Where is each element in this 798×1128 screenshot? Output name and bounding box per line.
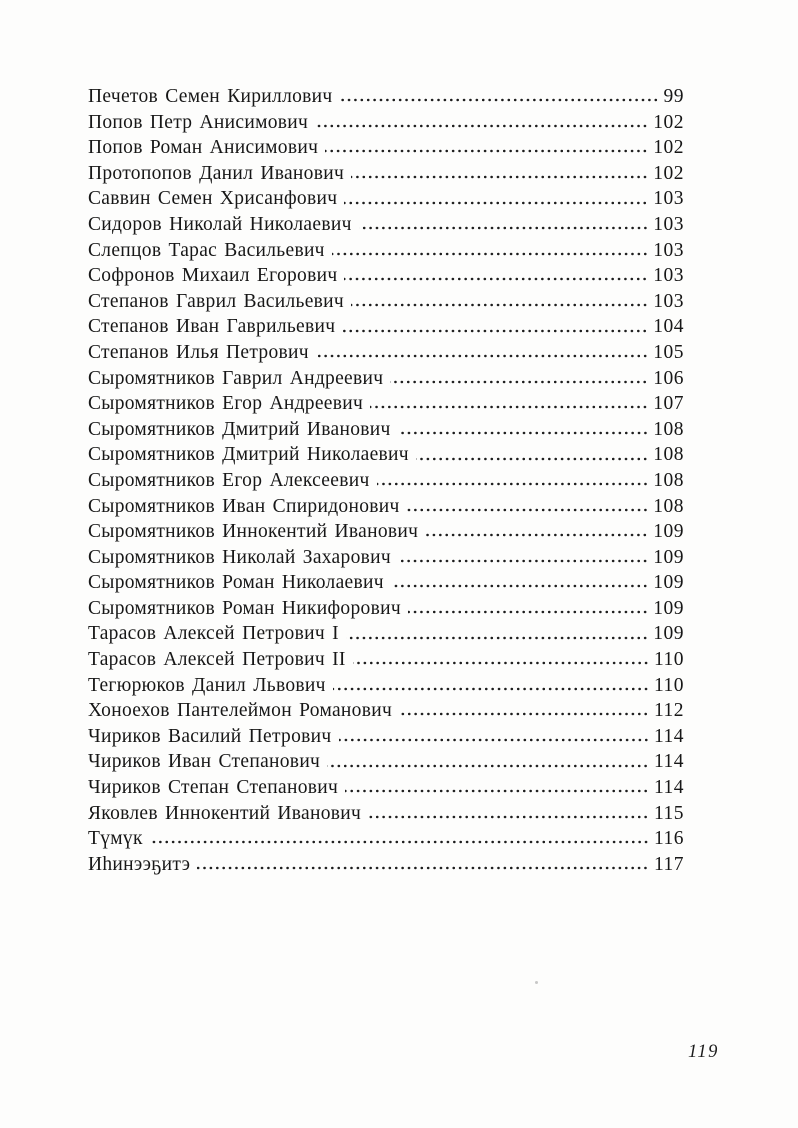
toc-leader-dots [351, 161, 648, 187]
toc-entry [88, 698, 684, 724]
toc-entry-title: Попов Петр Анисимович [88, 111, 309, 133]
toc-entry-title: Софронов Михаил Егорович [88, 265, 338, 287]
toc-entry-page: 103 [653, 213, 684, 235]
toc-entry-page: 103 [653, 265, 684, 287]
toc-entry [88, 468, 684, 494]
toc-entry-title: Сыромятников Гаврил Андреевич [88, 367, 384, 389]
toc-entry-title: Сидоров Николай Николаевич [88, 213, 352, 235]
toc-entry-page: 117 [653, 853, 684, 875]
toc-entry-page: 114 [653, 751, 684, 773]
toc-entry-page: 102 [653, 162, 684, 184]
toc-entry-title: Сыромятников Иннокентий Иванович [88, 521, 419, 543]
toc-entry [88, 494, 684, 520]
toc-entry-page: 108 [653, 469, 684, 491]
toc-entry-title: Степанов Илья Петрович [88, 341, 309, 363]
toc-leader-dots [339, 724, 649, 750]
toc-leader-dots [425, 519, 648, 545]
toc-leader-dots [353, 647, 649, 673]
toc-entry-title: Слепцов Тарас Васильевич [88, 239, 325, 261]
toc-entry-title: Сыромятников Дмитрий Иванович [88, 418, 391, 440]
toc-entry-title: Печетов Семен Кириллович [88, 86, 333, 107]
toc-entry-title: Иһинээҕитэ [88, 853, 191, 875]
toc-entry [88, 84, 684, 110]
toc-entry-title: Чириков Иван Степанович [88, 751, 321, 773]
toc-entry-page: 103 [653, 290, 684, 312]
toc-entry [88, 801, 684, 827]
toc-entry-page: 114 [653, 725, 684, 747]
toc-entry [88, 545, 684, 571]
toc-entry-page: 103 [653, 239, 684, 261]
toc-entry-page: 112 [653, 700, 684, 722]
toc-entry-page: 110 [653, 649, 684, 671]
toc-leader-dots [416, 442, 648, 468]
toc-entry-title: Степанов Гаврил Васильевич [88, 290, 345, 312]
toc-leader-dots [398, 417, 649, 443]
toc-entry-title: Тарасов Алексей Петрович II [88, 649, 346, 671]
toc-leader-dots [345, 775, 649, 801]
toc-leader-dots [344, 263, 648, 289]
toc-entry-title: Тарасов Алексей Петрович I [88, 623, 339, 645]
toc-leader-dots [370, 391, 648, 417]
toc-entry-title: Сыромятников Егор Алексеевич [88, 469, 370, 491]
toc-leader-dots [351, 289, 648, 315]
toc-leader-dots [344, 186, 648, 212]
toc-list [88, 84, 684, 877]
toc-entry-title: Сыромятников Роман Николаевич [88, 572, 384, 594]
toc-entry [88, 596, 684, 622]
toc-entry-page: 109 [653, 572, 684, 594]
toc-entry [88, 186, 684, 212]
toc-entry-page: 109 [653, 623, 684, 645]
toc-entry [88, 519, 684, 545]
toc-entry [88, 826, 684, 852]
toc-entry [88, 263, 684, 289]
toc-entry [88, 110, 684, 136]
toc-entry-page: 102 [653, 137, 684, 159]
toc-entry-page: 108 [653, 418, 684, 440]
toc-entry-title: Чириков Степан Степанович [88, 777, 339, 799]
toc-entry [88, 238, 684, 264]
toc-entry [88, 724, 684, 750]
toc-entry-page: 99 [663, 86, 684, 107]
toc-entry-title: Түмүк [88, 828, 143, 850]
toc-leader-dots [315, 110, 648, 136]
toc-leader-dots [332, 238, 648, 264]
toc-entry [88, 749, 684, 775]
toc-leader-dots [346, 621, 648, 647]
toc-leader-dots [390, 366, 648, 392]
toc-entry [88, 314, 684, 340]
toc-entry-page: 103 [653, 188, 684, 210]
toc-leader-dots [398, 545, 648, 571]
toc-leader-dots [325, 135, 648, 161]
toc-entry [88, 673, 684, 699]
toc-entry-page: 105 [653, 341, 684, 363]
toc-entry [88, 135, 684, 161]
toc-entry-page: 114 [653, 777, 684, 799]
toc-entry-page: 116 [653, 828, 684, 850]
toc-leader-dots [342, 314, 648, 340]
toc-entry-title: Саввин Семен Хрисанфович [88, 188, 338, 210]
toc-leader-dots [333, 673, 649, 699]
toc-entry-page: 109 [653, 546, 684, 568]
toc-leader-dots [197, 852, 649, 878]
toc-entry [88, 391, 684, 417]
toc-leader-dots [340, 84, 659, 110]
toc-leader-dots [408, 596, 648, 622]
toc-leader-dots [368, 801, 649, 827]
toc-entry-page: 107 [653, 393, 684, 415]
scan-speck [535, 981, 538, 984]
toc-leader-dots [359, 212, 649, 238]
toc-entry-page: 106 [653, 367, 684, 389]
toc-entry-page: 102 [653, 111, 684, 133]
toc-entry-page: 115 [653, 802, 684, 824]
toc-entry-page: 110 [653, 674, 684, 696]
toc-entry [88, 161, 684, 187]
toc-entry-title: Сыромятников Егор Андреевич [88, 393, 364, 415]
toc-entry [88, 366, 684, 392]
toc-entry-title: Сыромятников Иван Спиридонович [88, 495, 400, 517]
toc-entry-title: Попов Роман Анисимович [88, 137, 319, 159]
toc-entry [88, 442, 684, 468]
toc-entry [88, 775, 684, 801]
toc-entry-page: 108 [653, 495, 684, 517]
toc-entry [88, 417, 684, 443]
toc-entry-title: Хоноехов Пантелеймон Романович [88, 700, 393, 722]
footer-page-number: 119 [688, 1042, 719, 1062]
toc-entry-title: Протопопов Данил Иванович [88, 162, 345, 184]
toc-entry-title: Тегюрюков Данил Львович [88, 674, 326, 696]
toc-entry-title: Чириков Василий Петрович [88, 725, 332, 747]
toc-entry [88, 570, 684, 596]
toc-entry-title: Сыромятников Николай Захарович [88, 546, 391, 568]
toc-entry-title: Сыромятников Роман Никифорович [88, 597, 401, 619]
toc-entry-title: Яковлев Иннокентий Иванович [88, 802, 362, 824]
toc-leader-dots [327, 749, 649, 775]
toc-entry-page: 109 [653, 521, 684, 543]
toc-entry [88, 852, 684, 878]
toc-leader-dots [377, 468, 649, 494]
toc-entry [88, 647, 684, 673]
toc-entry-page: 104 [653, 316, 684, 338]
toc-entry-page: 108 [653, 444, 684, 466]
toc-entry [88, 340, 684, 366]
toc-entry-page: 109 [653, 597, 684, 619]
toc-leader-dots [316, 340, 648, 366]
toc-leader-dots [391, 570, 648, 596]
toc-entry-title: Степанов Иван Гаврильевич [88, 316, 336, 338]
toc-leader-dots [150, 826, 649, 852]
toc-entry [88, 212, 684, 238]
toc-leader-dots [399, 698, 649, 724]
toc-entry [88, 289, 684, 315]
toc-entry-title: Сыромятников Дмитрий Николаевич [88, 444, 409, 466]
toc-leader-dots [407, 494, 649, 520]
toc-entry [88, 621, 684, 647]
